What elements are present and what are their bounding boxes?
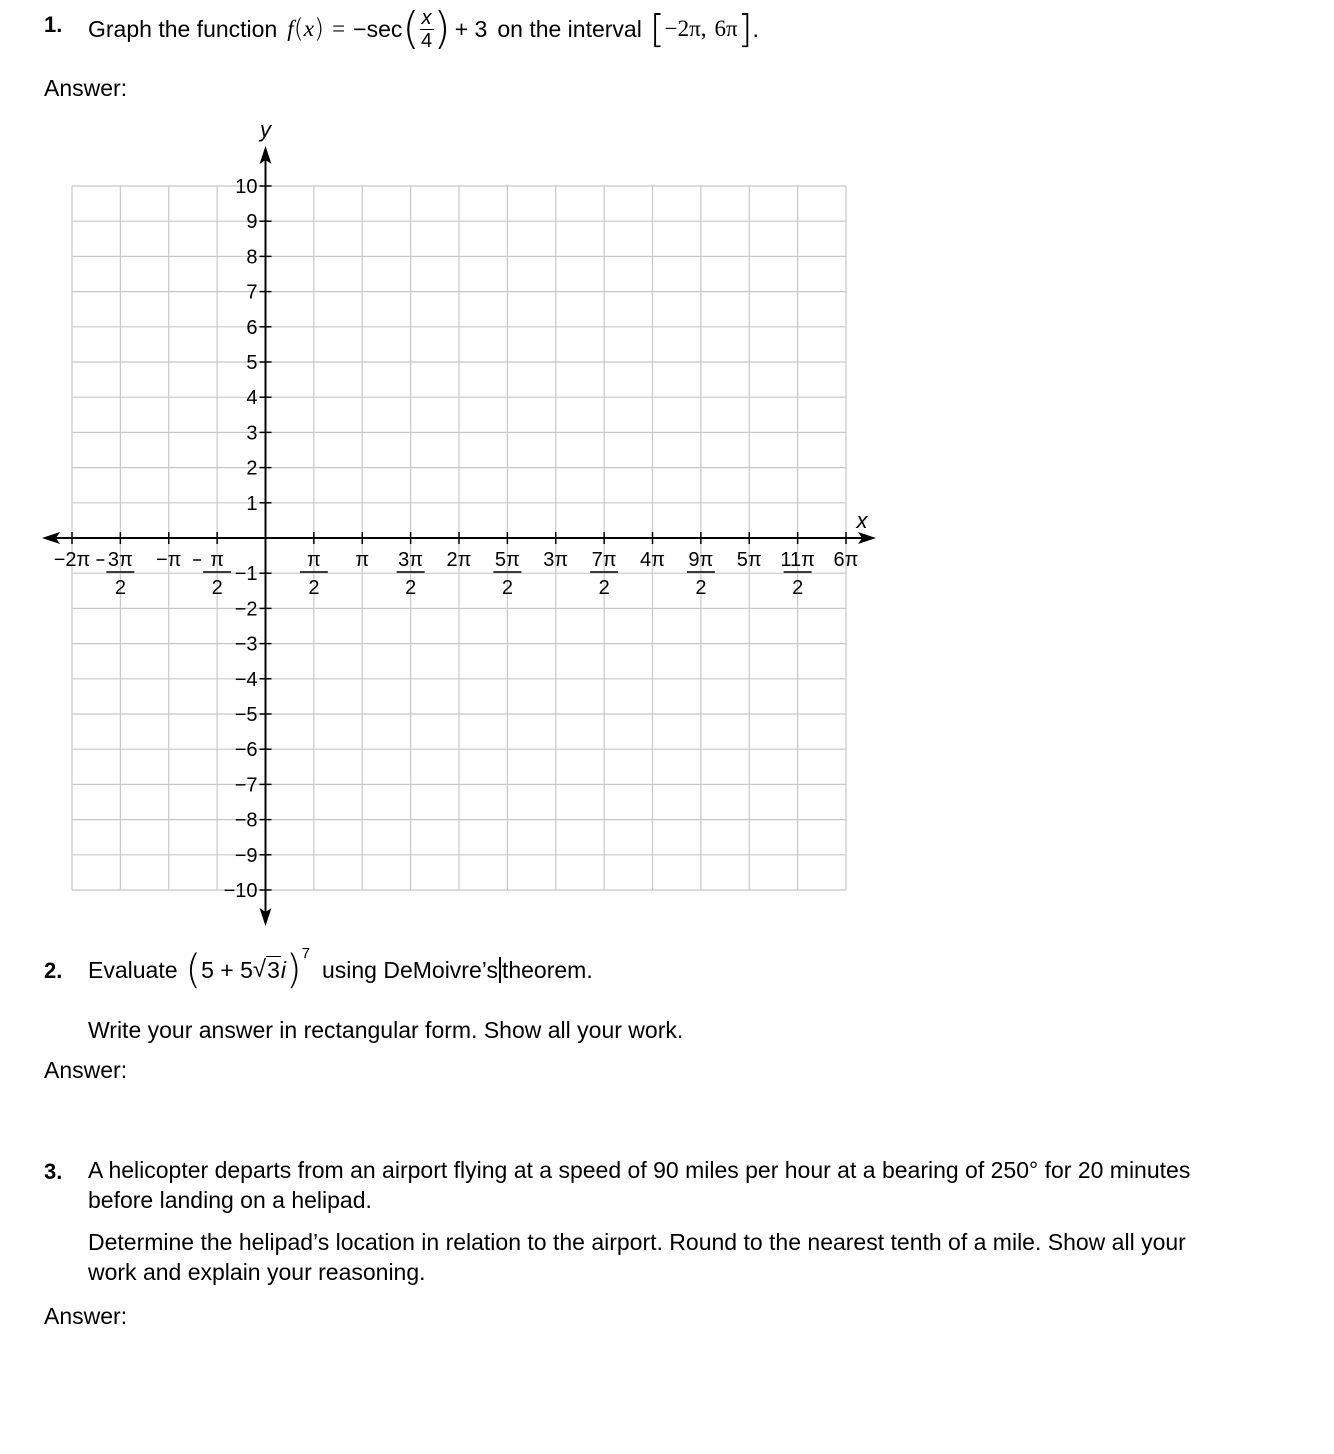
y-axis-label: y — [260, 117, 271, 142]
y-tick-label: 10 — [235, 176, 258, 198]
q1-equals: = — [332, 16, 346, 41]
x-tick-fraction-denominator: 2 — [501, 577, 513, 599]
y-tick-label: −7 — [234, 774, 258, 797]
y-tick-label: −8 — [234, 809, 258, 832]
question-3-number: 3. — [44, 1159, 63, 1184]
x-tick-fraction-label — [193, 549, 231, 599]
q2-base: 5 + 5 — [201, 956, 253, 983]
x-axis-label: x — [856, 508, 868, 533]
y-tick-label: −3 — [234, 633, 258, 656]
y-tick-label: 9 — [246, 211, 258, 234]
y-tick-label: −2 — [234, 598, 258, 621]
x-tick-fraction-numerator: 5π — [494, 549, 520, 571]
q2-evaluate: Evaluate — [88, 956, 178, 983]
y-tick-label: 2 — [246, 457, 258, 480]
sqrt-icon: √ — [252, 956, 267, 983]
x-tick-fraction-denominator: 2 — [598, 577, 610, 599]
y-tick-label: 4 — [246, 387, 258, 410]
question-3-line-3: Determine the helipad’s location in relation to the airport. Round to the nearest tenth of a mile. Show all your — [88, 1229, 1186, 1255]
question-3-answer-label: Answer: — [44, 1303, 128, 1329]
x-tick-fraction-numerator: π — [210, 549, 225, 571]
y-tick-label: −6 — [234, 739, 258, 762]
q1-interval-right: 6π — [714, 16, 738, 41]
x-tick-fraction-denominator: 2 — [792, 577, 804, 599]
y-tick-label: 8 — [246, 246, 258, 269]
q2-exponent: 7 — [301, 945, 310, 962]
y-tick-label: 5 — [246, 352, 258, 374]
question-1-number: 1. — [44, 12, 63, 37]
y-tick-label: −1 — [234, 563, 258, 586]
question-2-number: 2. — [44, 958, 63, 983]
q1-function-var: x — [303, 16, 314, 41]
q1-fraction-numerator: x — [421, 6, 432, 29]
x-tick-fraction-numerator: 7π — [591, 549, 617, 571]
q1-function-name: f — [287, 16, 294, 41]
y-tick-label: −10 — [223, 880, 258, 902]
x-tick-label: 3π — [543, 549, 569, 571]
x-tick-fraction-numerator: π — [306, 549, 321, 571]
q1-interval-text: on the interval — [497, 15, 642, 42]
x-tick-fraction-numerator: 3π — [398, 549, 424, 571]
q2-imag: i — [280, 956, 287, 983]
y-tick-label: 1 — [246, 492, 258, 515]
q1-sec: −sec — [353, 15, 403, 42]
q1-period: . — [752, 15, 759, 42]
x-tick-fraction-denominator: 2 — [405, 577, 417, 599]
x-tick-fraction-label — [96, 549, 134, 599]
x-tick-fraction-denominator: 2 — [695, 577, 707, 599]
y-tick-label: 7 — [246, 281, 258, 304]
x-tick-label: 5π — [736, 549, 762, 571]
q2-suffix-b: theorem. — [501, 956, 593, 983]
y-tick-label: −4 — [234, 668, 258, 691]
x-tick-fraction-numerator: 11π — [780, 549, 815, 571]
y-tick-label: −5 — [234, 704, 258, 726]
coordinate-grid[interactable] — [0, 110, 900, 940]
x-tick-label: 4π — [640, 549, 665, 571]
x-tick-fraction-numerator: 9π — [688, 549, 714, 571]
q1-fraction-denominator: 4 — [420, 29, 433, 52]
text-cursor — [499, 957, 501, 983]
q1-interval-left: −2π, — [664, 16, 707, 41]
question-1-answer-label: Answer: — [44, 75, 128, 101]
x-tick-label: −π — [156, 549, 182, 571]
q1-fraction — [420, 8, 434, 51]
y-tick-label: 3 — [246, 422, 258, 445]
x-tick-fraction-numerator: 3π — [107, 549, 133, 571]
x-tick-label: −2π — [53, 549, 91, 571]
question-3-line-1: A helicopter departs from an airport flying at a speed of 90 miles per hour at a bearing of 250° for 20 minutes — [88, 1157, 1191, 1183]
question-1-prompt: Graph the function f ( x ) = −sec ( $\frac{x}{4}$ ) + 3 on the interval [ −2π, 6π ] . — [88, 3, 759, 54]
x-tick-fraction-denominator: 2 — [308, 577, 320, 599]
y-tick-label: −9 — [234, 844, 258, 867]
question-2-answer-label: Answer: — [44, 1057, 128, 1083]
x-tick-label: 6π — [833, 549, 859, 571]
question-3-line-2: before landing on a helipad. — [88, 1187, 372, 1213]
question-2-instruction: Write your answer in rectangular form. Show all your work. — [88, 1017, 684, 1043]
q1-plus-term: + 3 — [454, 15, 488, 42]
x-tick-label: π — [355, 549, 370, 571]
x-tick-label: 2π — [446, 549, 472, 571]
q2-suffix-a: using DeMoivre’s — [321, 956, 498, 983]
y-tick-label: 6 — [246, 316, 258, 339]
q2-radicand: 3 — [267, 957, 280, 983]
question-2-prompt: Evaluate ( 5 + 5 √ 3 i ) $^7$ using DeMoivre’s theorem. — [88, 945, 593, 993]
question-3-line-4: work and explain your reasoning. — [88, 1259, 426, 1285]
q1-prefix: Graph the function — [88, 15, 278, 42]
x-tick-fraction-denominator: 2 — [211, 577, 223, 599]
x-tick-fraction-denominator: 2 — [114, 577, 126, 599]
